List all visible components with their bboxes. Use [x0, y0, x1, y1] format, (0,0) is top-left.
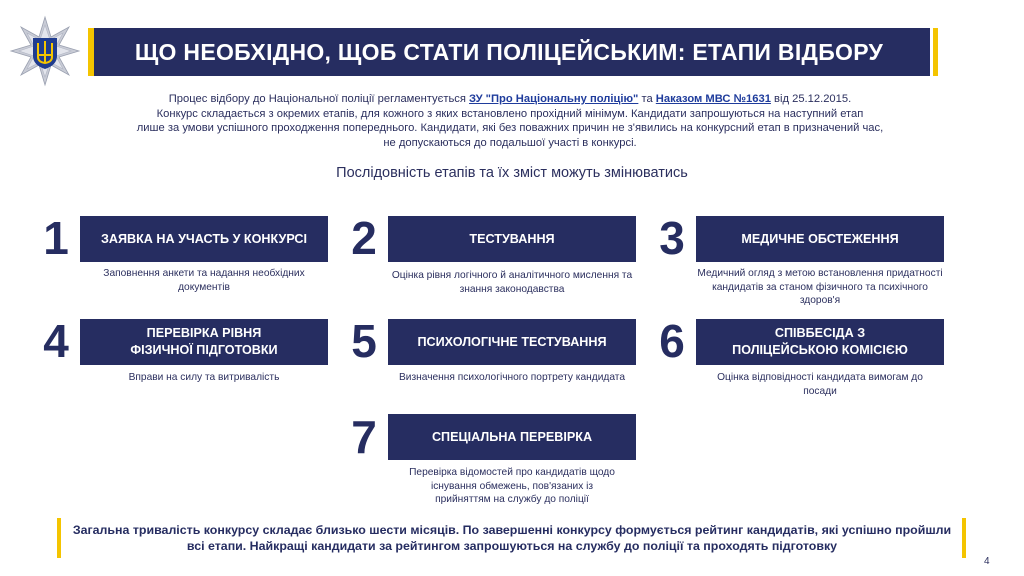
stage-7-title: СПЕЦІАЛЬНА ПЕРЕВІРКА	[388, 414, 636, 460]
footer-accent-left	[57, 518, 61, 558]
page-title: ЩО НЕОБХІДНО, ЩОБ СТАТИ ПОЛІЦЕЙСЬКИМ: ЕТАПИ ВІДБОРУ	[134, 38, 884, 65]
intro-line4: не допускаються до подальшої участі в конкурсі.	[383, 136, 637, 149]
stage-1-title: ЗАЯВКА НА УЧАСТЬ У КОНКУРСІ	[80, 216, 328, 262]
stage-6-title: СПІВБЕСІДА З ПОЛІЦЕЙСЬКОЮ КОМІСІЄЮ	[696, 319, 944, 365]
law-link[interactable]: ЗУ "Про Національну поліцію"	[469, 93, 639, 105]
stage-1-desc: Заповнення анкети та надання необхідних документів	[103, 268, 305, 293]
stage-2-desc: Оцінка рівня логічного й аналітичного мислення та знання законодавства	[391, 270, 633, 295]
stage-2-title: ТЕСТУВАННЯ	[388, 216, 636, 262]
title-accent-left	[88, 28, 94, 76]
intro-line1-pre: Процес відбору до Національної поліції регламентується	[168, 93, 470, 105]
intro-line1-mid: та	[638, 93, 656, 105]
intro-text	[90, 92, 930, 150]
stage-4-title: ПЕРЕВІРКА РІВНЯ ФІЗИЧНОЇ ПІДГОТОВКИ	[80, 319, 328, 365]
stage-2-number: 2	[351, 212, 377, 264]
stage-4-number: 4	[43, 315, 69, 367]
title-accent-right	[933, 28, 938, 76]
intro-line2: Конкурс складається з окремих етапів, для кожного з яких встановлено прохідний мінімум. Кандидати запрошуються на наступний етап	[156, 107, 864, 120]
page-number: 4	[984, 556, 990, 567]
stage-4-desc: Вправи на силу та витривалість	[128, 372, 280, 383]
stage-3-number: 3	[659, 212, 685, 264]
stage-5-desc: Визначення психологічного портрету кандидата	[398, 372, 625, 383]
police-logo-icon	[8, 14, 82, 88]
stage-3-title: МЕДИЧНЕ ОБСТЕЖЕННЯ	[696, 216, 944, 262]
stage-6-number: 6	[659, 315, 685, 367]
stage-7-number: 7	[351, 411, 377, 463]
stage-7-desc: Перевірка відомостей про кандидатів щодо існування обмежень, пов'язаних із прийняттям на службу до поліції	[409, 467, 615, 506]
page-title-bar	[88, 28, 930, 76]
order-link[interactable]: Наказом МВС №1631	[655, 93, 771, 105]
intro-line1-post: від 25.12.2015.	[770, 93, 852, 105]
stage-5-title: ПСИХОЛОГІЧНЕ ТЕСТУВАННЯ	[388, 319, 636, 365]
footer-text: Загальна тривалість конкурсу складає близько шести місяців. По завершенні конкурсу формується рейтинг кандидатів, які успішно пройшли всі етапи. Найкращі кандидати за рейтингом запрошуються на службу до поліції та проходять підготовку	[72, 523, 952, 553]
intro-line3: лише за умови успішного проходження попереднього. Кандидати, які без поважних причин не з'явились на конкурсний етап в призначений час,	[136, 122, 884, 135]
stage-5-number: 5	[351, 315, 377, 367]
footer-accent-right	[962, 518, 966, 558]
stage-6-desc: Оцінка відповідності кандидата вимогам до посади	[717, 372, 923, 397]
subtitle: Послідовність етапів та їх зміст можуть змінюватись	[336, 165, 688, 181]
stage-3-desc: Медичний огляд з метою встановлення придатності кандидатів за станом фізичного та психічного здоров'я	[697, 268, 943, 307]
stage-1-number: 1	[43, 212, 69, 264]
